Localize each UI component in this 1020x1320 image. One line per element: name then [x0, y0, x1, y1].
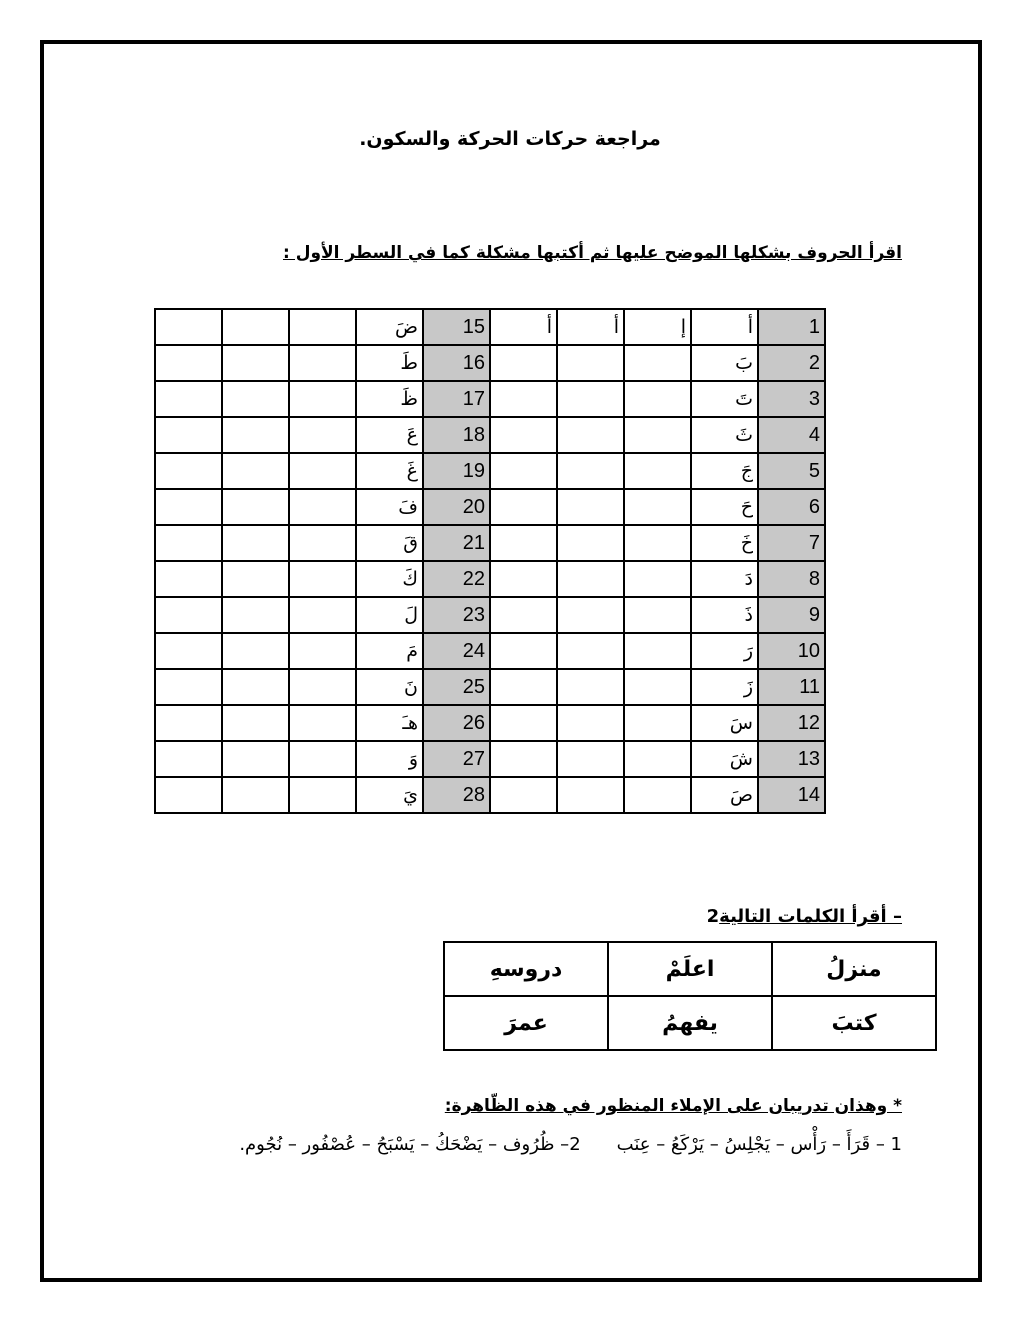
blank-writing-cell[interactable]: [155, 453, 222, 489]
blank-writing-cell[interactable]: [624, 525, 691, 561]
blank-writing-cell[interactable]: [490, 777, 557, 813]
blank-writing-cell[interactable]: [222, 489, 289, 525]
letters-row: [155, 345, 825, 381]
blank-writing-cell[interactable]: [557, 669, 624, 705]
letter-cell: هـَ: [356, 705, 423, 741]
blank-writing-cell[interactable]: [222, 453, 289, 489]
blank-writing-cell[interactable]: [557, 525, 624, 561]
letter-form-cell: أ: [557, 309, 624, 345]
words-table: [443, 941, 937, 1051]
blank-writing-cell[interactable]: [624, 417, 691, 453]
letter-cell: سَ: [691, 705, 758, 741]
blank-writing-cell[interactable]: [289, 345, 356, 381]
blank-writing-cell[interactable]: [222, 345, 289, 381]
blank-writing-cell[interactable]: [155, 309, 222, 345]
blank-writing-cell[interactable]: [624, 741, 691, 777]
blank-writing-cell[interactable]: [490, 741, 557, 777]
letter-cell: شَ: [691, 741, 758, 777]
letters-row: [155, 669, 825, 705]
letter-cell: غَ: [356, 453, 423, 489]
blank-writing-cell[interactable]: [624, 561, 691, 597]
letter-number-cell: 23: [423, 597, 490, 633]
letters-row: [155, 561, 825, 597]
blank-writing-cell[interactable]: [222, 705, 289, 741]
letter-number-cell: 21: [423, 525, 490, 561]
blank-writing-cell[interactable]: [155, 669, 222, 705]
letter-cell: ثَ: [691, 417, 758, 453]
blank-writing-cell[interactable]: [557, 345, 624, 381]
letter-number-cell: 1: [758, 309, 825, 345]
letter-number-cell: 11: [758, 669, 825, 705]
words-row: [444, 996, 936, 1050]
page-title: مراجعة حركات الحركة والسكون.: [359, 128, 661, 150]
blank-writing-cell[interactable]: [490, 381, 557, 417]
blank-writing-cell[interactable]: [289, 705, 356, 741]
letters-row: [155, 381, 825, 417]
blank-writing-cell[interactable]: [490, 525, 557, 561]
blank-writing-cell[interactable]: [289, 417, 356, 453]
blank-writing-cell[interactable]: [155, 489, 222, 525]
letters-row: [155, 705, 825, 741]
blank-writing-cell[interactable]: [222, 741, 289, 777]
letters-row: [155, 417, 825, 453]
dictation-drills: [239, 1134, 902, 1155]
section2-heading-text: – أقرأ الكلمات التالية: [719, 906, 902, 927]
blank-writing-cell[interactable]: [155, 741, 222, 777]
blank-writing-cell[interactable]: [490, 453, 557, 489]
letter-cell: تَ: [691, 381, 758, 417]
words-row: [444, 942, 936, 996]
blank-writing-cell[interactable]: [289, 597, 356, 633]
blank-writing-cell[interactable]: [557, 741, 624, 777]
drill-1: 1 – قَرَأَ – رَأْس – يَجْلِسُ – يَرْكَعُ – عِنَب: [616, 1134, 902, 1155]
blank-writing-cell[interactable]: [490, 597, 557, 633]
blank-writing-cell[interactable]: [289, 633, 356, 669]
letter-cell: حَ: [691, 489, 758, 525]
blank-writing-cell[interactable]: [289, 669, 356, 705]
letter-cell: ضَ: [356, 309, 423, 345]
blank-writing-cell[interactable]: [289, 381, 356, 417]
letter-cell: طَ: [356, 345, 423, 381]
blank-writing-cell[interactable]: [490, 417, 557, 453]
blank-writing-cell[interactable]: [289, 561, 356, 597]
blank-writing-cell[interactable]: [557, 417, 624, 453]
blank-writing-cell[interactable]: [624, 453, 691, 489]
letter-number-cell: 2: [758, 345, 825, 381]
blank-writing-cell[interactable]: [624, 669, 691, 705]
word-cell: اعلَمْ: [608, 942, 772, 996]
word-cell: دروسهِ: [444, 942, 608, 996]
letter-cell: صَ: [691, 777, 758, 813]
blank-writing-cell[interactable]: [490, 489, 557, 525]
letter-form-cell: أ: [490, 309, 557, 345]
blank-writing-cell[interactable]: [624, 489, 691, 525]
letter-cell: نَ: [356, 669, 423, 705]
blank-writing-cell[interactable]: [490, 633, 557, 669]
blank-writing-cell[interactable]: [557, 597, 624, 633]
blank-writing-cell[interactable]: [222, 669, 289, 705]
letter-number-cell: 19: [423, 453, 490, 489]
letter-number-cell: 27: [423, 741, 490, 777]
letter-number-cell: 28: [423, 777, 490, 813]
letter-number-cell: 14: [758, 777, 825, 813]
letter-number-cell: 25: [423, 669, 490, 705]
blank-writing-cell[interactable]: [490, 705, 557, 741]
drill-2: 2– ظُرُوف – يَضْحَكُ – يَسْبَحُ – عُصْفُور – نُجُوم.: [239, 1134, 581, 1155]
letter-cell: ظَ: [356, 381, 423, 417]
letter-cell: فَ: [356, 489, 423, 525]
blank-writing-cell[interactable]: [557, 561, 624, 597]
letter-number-cell: 10: [758, 633, 825, 669]
blank-writing-cell[interactable]: [624, 633, 691, 669]
letter-number-cell: 16: [423, 345, 490, 381]
blank-writing-cell[interactable]: [557, 777, 624, 813]
blank-writing-cell[interactable]: [557, 453, 624, 489]
instruction-text: اقرأ الحروف بشكلها الموضح عليها ثم أكتبها مشكلة كما في السطر الأول :: [282, 243, 902, 263]
blank-writing-cell[interactable]: [557, 381, 624, 417]
letter-number-cell: 7: [758, 525, 825, 561]
blank-writing-cell[interactable]: [289, 453, 356, 489]
letter-number-cell: 15: [423, 309, 490, 345]
blank-writing-cell[interactable]: [155, 633, 222, 669]
letter-cell: كَ: [356, 561, 423, 597]
blank-writing-cell[interactable]: [490, 561, 557, 597]
blank-writing-cell[interactable]: [624, 381, 691, 417]
word-cell: كتبَ: [772, 996, 936, 1050]
letter-form-cell: إ: [624, 309, 691, 345]
blank-writing-cell[interactable]: [222, 525, 289, 561]
blank-writing-cell[interactable]: [557, 633, 624, 669]
section3-heading: * وهذان تدريبان على الإملاء المنظور في هذه الظّاهرة:: [444, 1096, 902, 1116]
letters-row: [155, 633, 825, 669]
blank-writing-cell[interactable]: [289, 525, 356, 561]
letter-cell: وَ: [356, 741, 423, 777]
blank-writing-cell[interactable]: [490, 345, 557, 381]
blank-writing-cell[interactable]: [222, 309, 289, 345]
letter-cell: مَ: [356, 633, 423, 669]
blank-writing-cell[interactable]: [557, 705, 624, 741]
letter-cell: عَ: [356, 417, 423, 453]
letter-number-cell: 9: [758, 597, 825, 633]
section2-number: 2: [706, 906, 720, 927]
letter-number-cell: 5: [758, 453, 825, 489]
blank-writing-cell[interactable]: [557, 489, 624, 525]
letter-cell: قَ: [356, 525, 423, 561]
letter-number-cell: 24: [423, 633, 490, 669]
blank-writing-cell[interactable]: [490, 669, 557, 705]
blank-writing-cell[interactable]: [222, 381, 289, 417]
blank-writing-cell[interactable]: [624, 597, 691, 633]
blank-writing-cell[interactable]: [624, 705, 691, 741]
blank-writing-cell[interactable]: [222, 777, 289, 813]
letter-number-cell: 4: [758, 417, 825, 453]
letter-cell: بَ: [691, 345, 758, 381]
letter-number-cell: 26: [423, 705, 490, 741]
letter-number-cell: 8: [758, 561, 825, 597]
letter-cell: جَ: [691, 453, 758, 489]
blank-writing-cell[interactable]: [155, 345, 222, 381]
letter-cell: يَ: [356, 777, 423, 813]
blank-writing-cell[interactable]: [155, 777, 222, 813]
letters-row: [155, 525, 825, 561]
letters-row: [155, 489, 825, 525]
letter-number-cell: 13: [758, 741, 825, 777]
letter-number-cell: 6: [758, 489, 825, 525]
word-cell: يفهمُ: [608, 996, 772, 1050]
blank-writing-cell[interactable]: [289, 777, 356, 813]
letter-number-cell: 18: [423, 417, 490, 453]
letter-cell: لَ: [356, 597, 423, 633]
blank-writing-cell[interactable]: [624, 777, 691, 813]
letters-row: [155, 309, 825, 345]
letter-cell: أ: [691, 309, 758, 345]
letter-cell: دَ: [691, 561, 758, 597]
letter-number-cell: 22: [423, 561, 490, 597]
blank-writing-cell[interactable]: [222, 417, 289, 453]
letter-number-cell: 20: [423, 489, 490, 525]
letter-cell: خَ: [691, 525, 758, 561]
letters-row: [155, 777, 825, 813]
letter-cell: ذَ: [691, 597, 758, 633]
letter-number-cell: 12: [758, 705, 825, 741]
letter-number-cell: 17: [423, 381, 490, 417]
blank-writing-cell[interactable]: [289, 309, 356, 345]
word-cell: عمرَ: [444, 996, 608, 1050]
blank-writing-cell[interactable]: [289, 489, 356, 525]
blank-writing-cell[interactable]: [289, 741, 356, 777]
blank-writing-cell[interactable]: [222, 597, 289, 633]
blank-writing-cell[interactable]: [155, 705, 222, 741]
letter-cell: رَ: [691, 633, 758, 669]
blank-writing-cell[interactable]: [155, 525, 222, 561]
letter-cell: زَ: [691, 669, 758, 705]
section2-heading: [707, 906, 902, 927]
blank-writing-cell[interactable]: [222, 633, 289, 669]
letter-number-cell: 3: [758, 381, 825, 417]
letters-row: [155, 453, 825, 489]
word-cell: منزلُ: [772, 942, 936, 996]
letters-row: [155, 741, 825, 777]
letters-table: [154, 308, 826, 814]
blank-writing-cell[interactable]: [155, 417, 222, 453]
blank-writing-cell[interactable]: [222, 561, 289, 597]
blank-writing-cell[interactable]: [155, 381, 222, 417]
blank-writing-cell[interactable]: [155, 597, 222, 633]
letters-row: [155, 597, 825, 633]
blank-writing-cell[interactable]: [624, 345, 691, 381]
blank-writing-cell[interactable]: [155, 561, 222, 597]
